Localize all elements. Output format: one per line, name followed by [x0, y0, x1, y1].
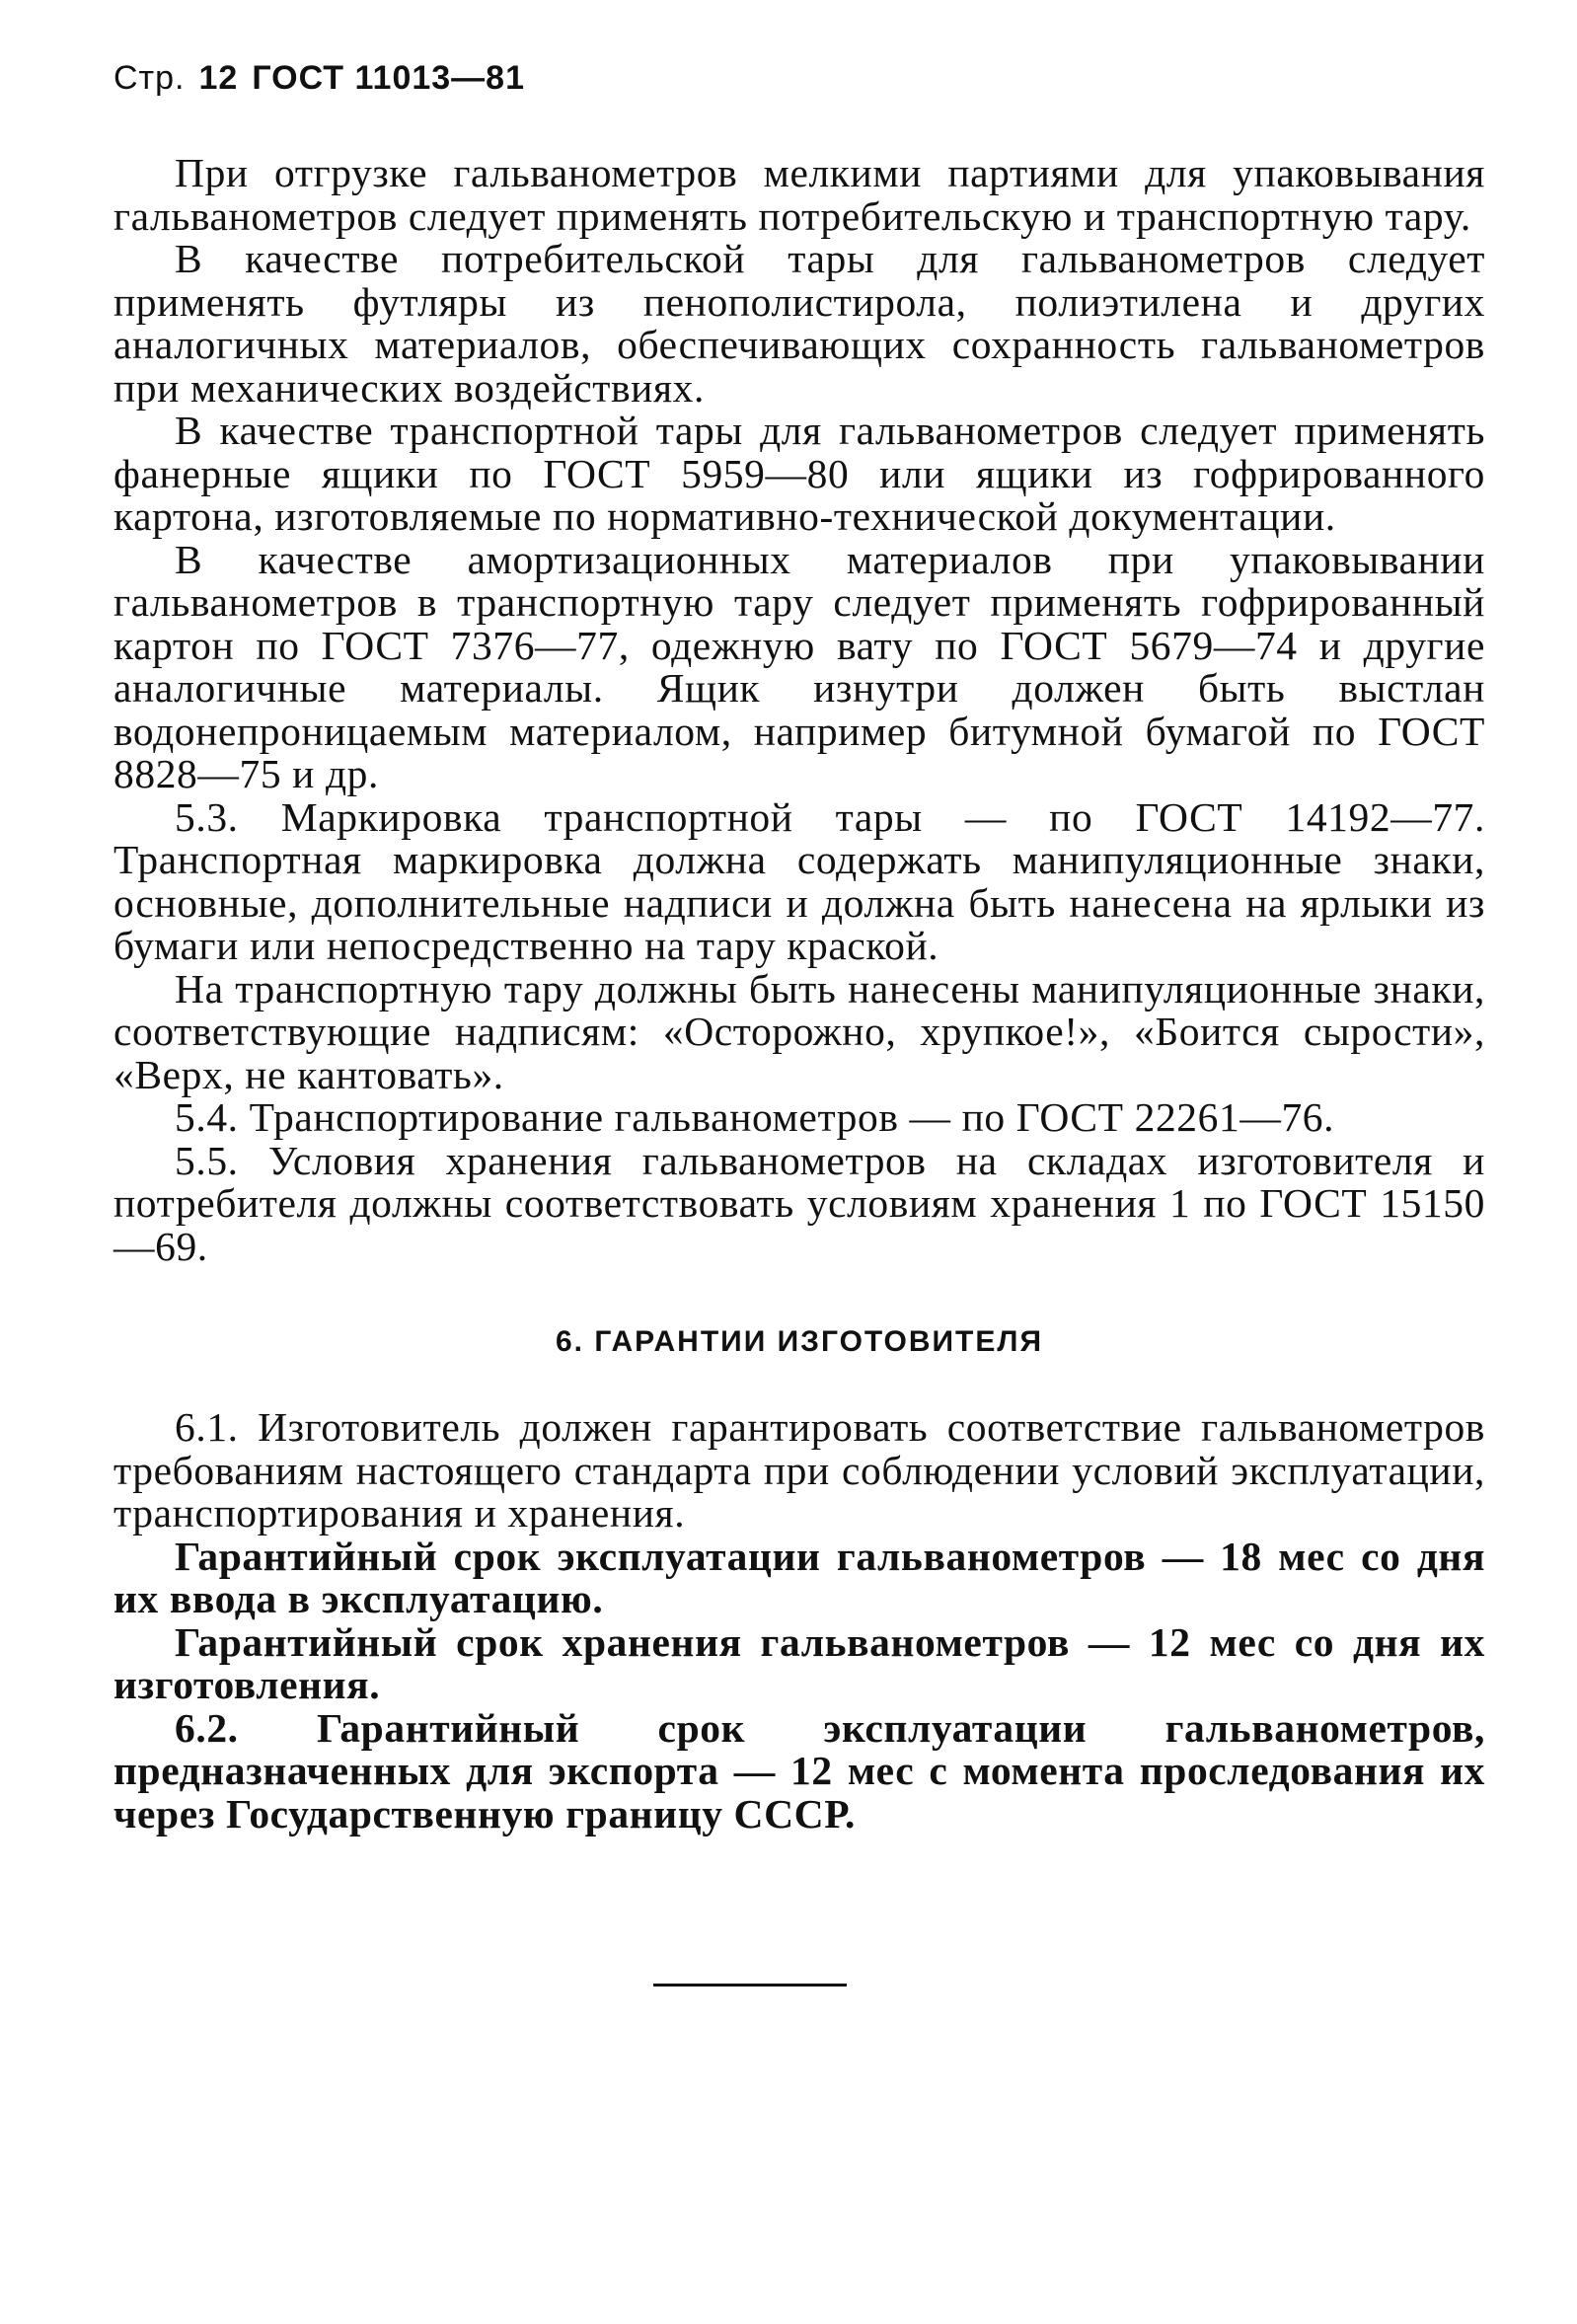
paragraph-consumer-packaging: В качестве потребительской тары для гальванометров следует применять футляры из пенополистирола, полиэтилена и других аналогичных материалов, обеспечивающих сохранность гальванометров при механических воздействиях.: [113, 236, 1485, 411]
document-page: [113, 59, 1485, 2280]
paragraph-operation-warranty: Гарантийный срок эксплуатации гальванометров — 18 мес со дня их ввода в эксплуатацию.: [113, 1533, 1485, 1621]
paragraph-handling-marks: На транспортную тару должны быть нанесены манипуляционные знаки, соответствующие надписям: «Осторожно, хрупкое!», «Боится сырости», «Верх, не кантовать».: [113, 965, 1485, 1097]
section-6-body: [113, 1406, 1485, 1836]
clause-5-3: 5.3. Маркировка транспортной тары — по ГОСТ 14192—77. Транспортная маркировка должна содержать манипуляционные знаки, основные, дополнительные надписи и должна быть нанесена на ярлыки из бумаги или непосредственно на тару краской.: [113, 793, 1485, 968]
section-5-body: [113, 152, 1485, 1268]
clause-5-4: 5.4. Транспортирование гальванометров — по ГОСТ 22261—76.: [175, 1094, 1335, 1140]
running-header: [113, 59, 1485, 98]
paragraph-small-batches: При отгрузке гальванометров мелкими партиями для упаковывания гальванометров следует применять потребительскую и транспортную тару.: [113, 150, 1485, 239]
standard-code: ГОСТ 11013—81: [252, 59, 525, 97]
clause-5-5: 5.5. Условия хранения гальванометров на складах изготовителя и потребителя должны соответствовать условиям хранения 1 по ГОСТ 15150—69.: [113, 1137, 1485, 1269]
page-label: Стр.: [113, 59, 186, 97]
section-6-title: 6. ГАРАНТИИ ИЗГОТОВИТЕЛЯ: [555, 1325, 1043, 1358]
clause-6-2: 6.2. Гарантийный срок эксплуатации гальванометров, предназначенных для экспорта — 12 мес с момента проследования их через Государственную границу СССР.: [113, 1704, 1485, 1837]
paragraph-transport-packaging: В качестве транспортной тары для гальванометров следует применять фанерные ящики по ГОСТ 5959—80 или ящики из гофрированного картона, изготовляемые по нормативно-технической документации.: [113, 408, 1485, 539]
page-number: 12: [198, 59, 239, 97]
paragraph-cushioning-materials: В качестве амортизационных материалов при упаковывании гальванометров в транспортную тару следует применять гофрированный картон по ГОСТ 7376—77, одежную вату по ГОСТ 5679—74 и другие аналогичные материалы. Ящик изнутри должен быть выстлан водонепроницаемым материалом, например битумной бумагой по ГОСТ 8828—75 и др.: [113, 536, 1485, 796]
paragraph-storage-warranty: Гарантийный срок хранения гальванометров — 12 мес со дня их изготовления.: [113, 1618, 1485, 1707]
end-rule: [653, 1984, 847, 1987]
clause-6-1: 6.1. Изготовитель должен гарантировать соответствие гальванометров требованиям настоящего стандарта при соблюдении условий эксплуатации, транспортирования и хранения.: [113, 1404, 1485, 1536]
